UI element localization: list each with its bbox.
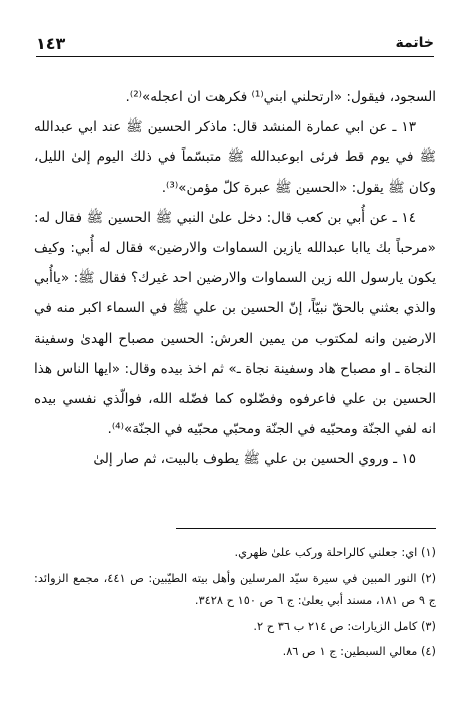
paragraph: ١٤ ـ عن أُبي بن كعب قال: دخل علىٰ النبي ﷺ الحسين ﷺ فقال له: «مرحباً بك ياابا عبدالله يازين السماوات والارضين» فقال له أُبي: وكيف يكون يارسول الله زين السماوات والارضين احد غيرك؟ فقال ﷺ: «ياأُبي والذي بعثني بالحقّ نبيّاً، إنّ الحسين بن علي ﷺ في السماء اكبر منه في الارضين وانه لمكتوب من يمين العرش: الحسين مصباح الهدىٰ وسفينة النجاة ـ او مصباح هاد وسفينة نجاة ـ» ثم اخذ بيده وقال: «ايها الناس هذا الحسين بن علي فاعرفوه وفضّلوه كما فضّله الله، فوالّذي نفسي بيده انه لفي الجنّة ومحبّيه في الجنّة ومحبّي محبّيه في الجنّة»⁽⁴⁾. (34, 209, 436, 438)
paragraph: السجود، فيقول: «ارتحلني ابني⁽¹⁾ فكرهت ان اعجله»⁽²⁾. (125, 89, 436, 105)
footnote: (٣) كامل الزيارات: ص ٢١٤ ب ٣٦ ح ٢. (253, 618, 436, 633)
footnote: (٢) النور المبين في سيرة سيّد المرسلين وأهل بيته الطيّبين: ص ٤٤١، مجمع الزوائد: ج ٩ ص ١٨١، مسند أبي يعلىٰ: ج ٦ ص ١٥٠ ح ٣٤٢٨. (34, 570, 437, 607)
body-text (34, 82, 436, 475)
header-rule (36, 56, 434, 57)
footnote: (٤) معالي السبطين: ج ١ ص ٨٦. (282, 644, 436, 658)
running-title: خاتمة (395, 35, 434, 51)
footnote-rule (176, 528, 436, 529)
page-number: ١٤٣ (36, 33, 66, 53)
page-header (36, 30, 434, 56)
paragraph: ١٣ ـ عن ابي عمارة المنشد قال: ماذكر الحسين ﷺ عند ابي عبدالله ﷺ في يوم قط فرئى ابوعبدالله ﷺ متبسّماً في ذلك اليوم إلىٰ الليل، وكان ﷺ يقول: «الحسين ﷺ عبرة كلّ مؤمن»⁽³⁾. (34, 119, 436, 196)
paragraph: ١٥ ـ وروي الحسين بن علي ﷺ يطوف بالبيت، ثم صار إلىٰ (93, 451, 416, 468)
footnote: (١) اي: جعلني كالراحلة وركب علىٰ ظهري. (234, 545, 436, 559)
footnotes (34, 541, 436, 666)
